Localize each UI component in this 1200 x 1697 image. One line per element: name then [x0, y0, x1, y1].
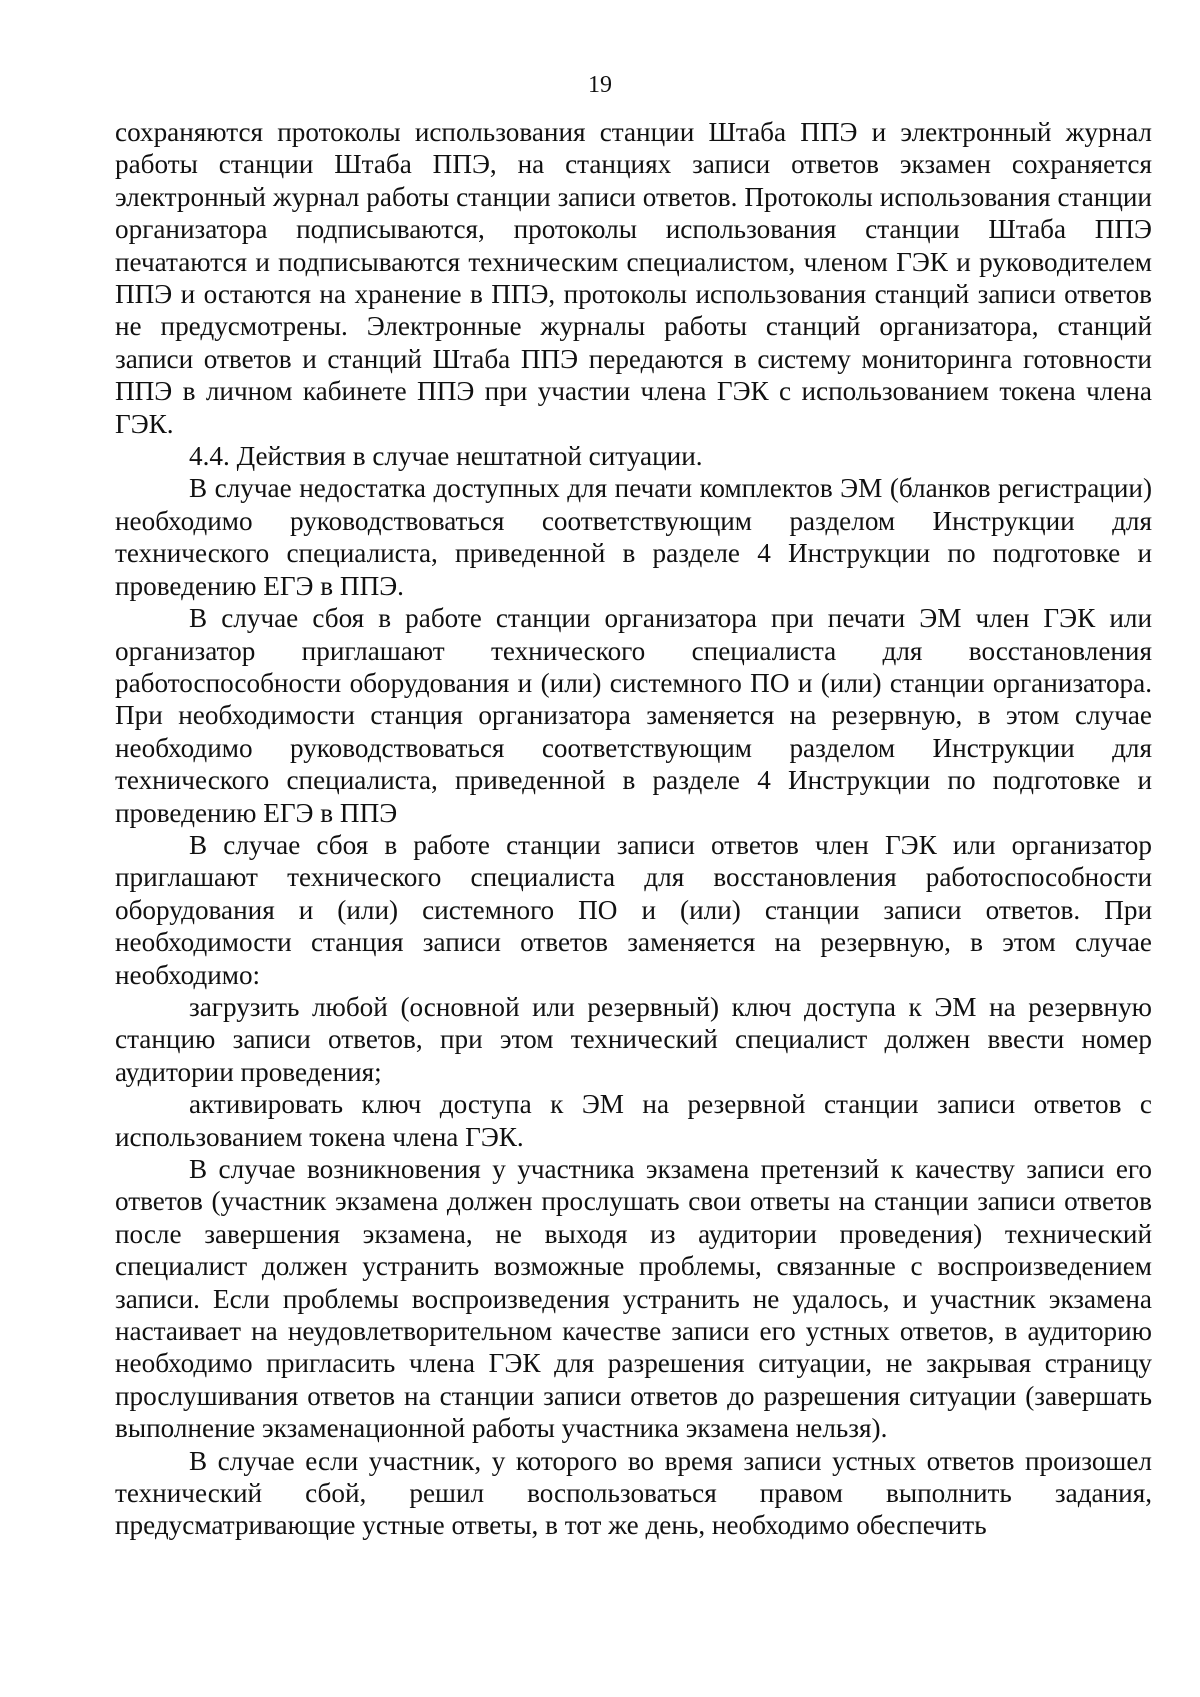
- list-item-load-access-key: загрузить любой (основной или резервный) ключ доступа к ЭМ на резервную станцию записи ответов, при этом технический специалист должен ввести номер аудитории проведения;: [115, 991, 1152, 1087]
- paragraph-shortage-of-em: В случае недостатка доступных для печати комплектов ЭМ (бланков регистрации) необходимо руководствоваться соответствующим разделом Инструкции для технического специалиста, приведенной в разделе 4 Инструкции по подготовке и проведению ЕГЭ в ППЭ.: [115, 473, 1152, 601]
- section-heading-4-4: 4.4. Действия в случае нештатной ситуации.: [189, 441, 703, 472]
- paragraph-technical-failure-same-day: В случае если участник, у которого во время записи устных ответов произошел технический сбой, решил воспользоваться правом выполнить задания, предусматривающие устные ответы, в тот же день, необходимо обеспечить: [115, 1445, 1152, 1541]
- paragraph-recording-quality-claim: В случае возникновения у участника экзамена претензий к качеству записи его ответов (участник экзамена должен прослушать свои ответы на станции записи ответов после завершения экзамена, не выходя из аудитории проведения) технический специалист должен устранить возможные проблемы, связанные с воспроизведением записи. Если проблемы воспроизведения устранить не удалось, и участник экзамена настаивает на неудовлетворительном качестве записи его устных ответов, в аудиторию необходимо пригласить члена ГЭК для разрешения ситуации, не закрывая страницу прослушивания ответов на станции записи ответов до разрешения ситуации (завершать выполнение экзаменационной работы участника экзамена нельзя).: [115, 1154, 1152, 1444]
- document-body: [115, 116, 1152, 1542]
- paragraph-continued-protocols: сохраняются протоколы использования станции Штаба ППЭ и электронный журнал работы станции Штаба ППЭ, на станциях записи ответов экзамен сохраняется электронный журнал работы станции записи ответов. Протоколы использования станции организатора подписываются, протоколы использования станции Штаба ППЭ печатаются и подписываются техническим специалистом, членом ГЭК и руководителем ППЭ и остаются на хранение в ППЭ, протоколы использования станций записи ответов не предусмотрены. Электронные журналы работы станций организатора, станций записи ответов и станций Штаба ППЭ передаются в систему мониторинга готовности ППЭ в личном кабинете ППЭ при участии члена ГЭК с использованием токена члена ГЭК.: [115, 117, 1152, 439]
- page-number: 19: [588, 72, 612, 98]
- list-item-activate-access-key: активировать ключ доступа к ЭМ на резервной станции записи ответов с использованием токена члена ГЭК.: [115, 1089, 1152, 1152]
- paragraph-recording-station-failure: В случае сбоя в работе станции записи ответов член ГЭК или организатор приглашают технического специалиста для восстановления работоспособности оборудования и (или) системного ПО и (или) станции записи ответов. При необходимости станция записи ответов заменяется на резервную, в этом случае необходимо:: [115, 829, 1152, 990]
- paragraph-organizer-station-failure: В случае сбоя в работе станции организатора при печати ЭМ член ГЭК или организатор приглашают технического специалиста для восстановления работоспособности оборудования и (или) системного ПО и (или) станции организатора. При необходимости станция организатора заменяется на резервную, в этом случае необходимо руководствоваться соответствующим разделом Инструкции для технического специалиста, приведенной в разделе 4 Инструкции по подготовке и проведению ЕГЭ в ППЭ: [115, 603, 1152, 828]
